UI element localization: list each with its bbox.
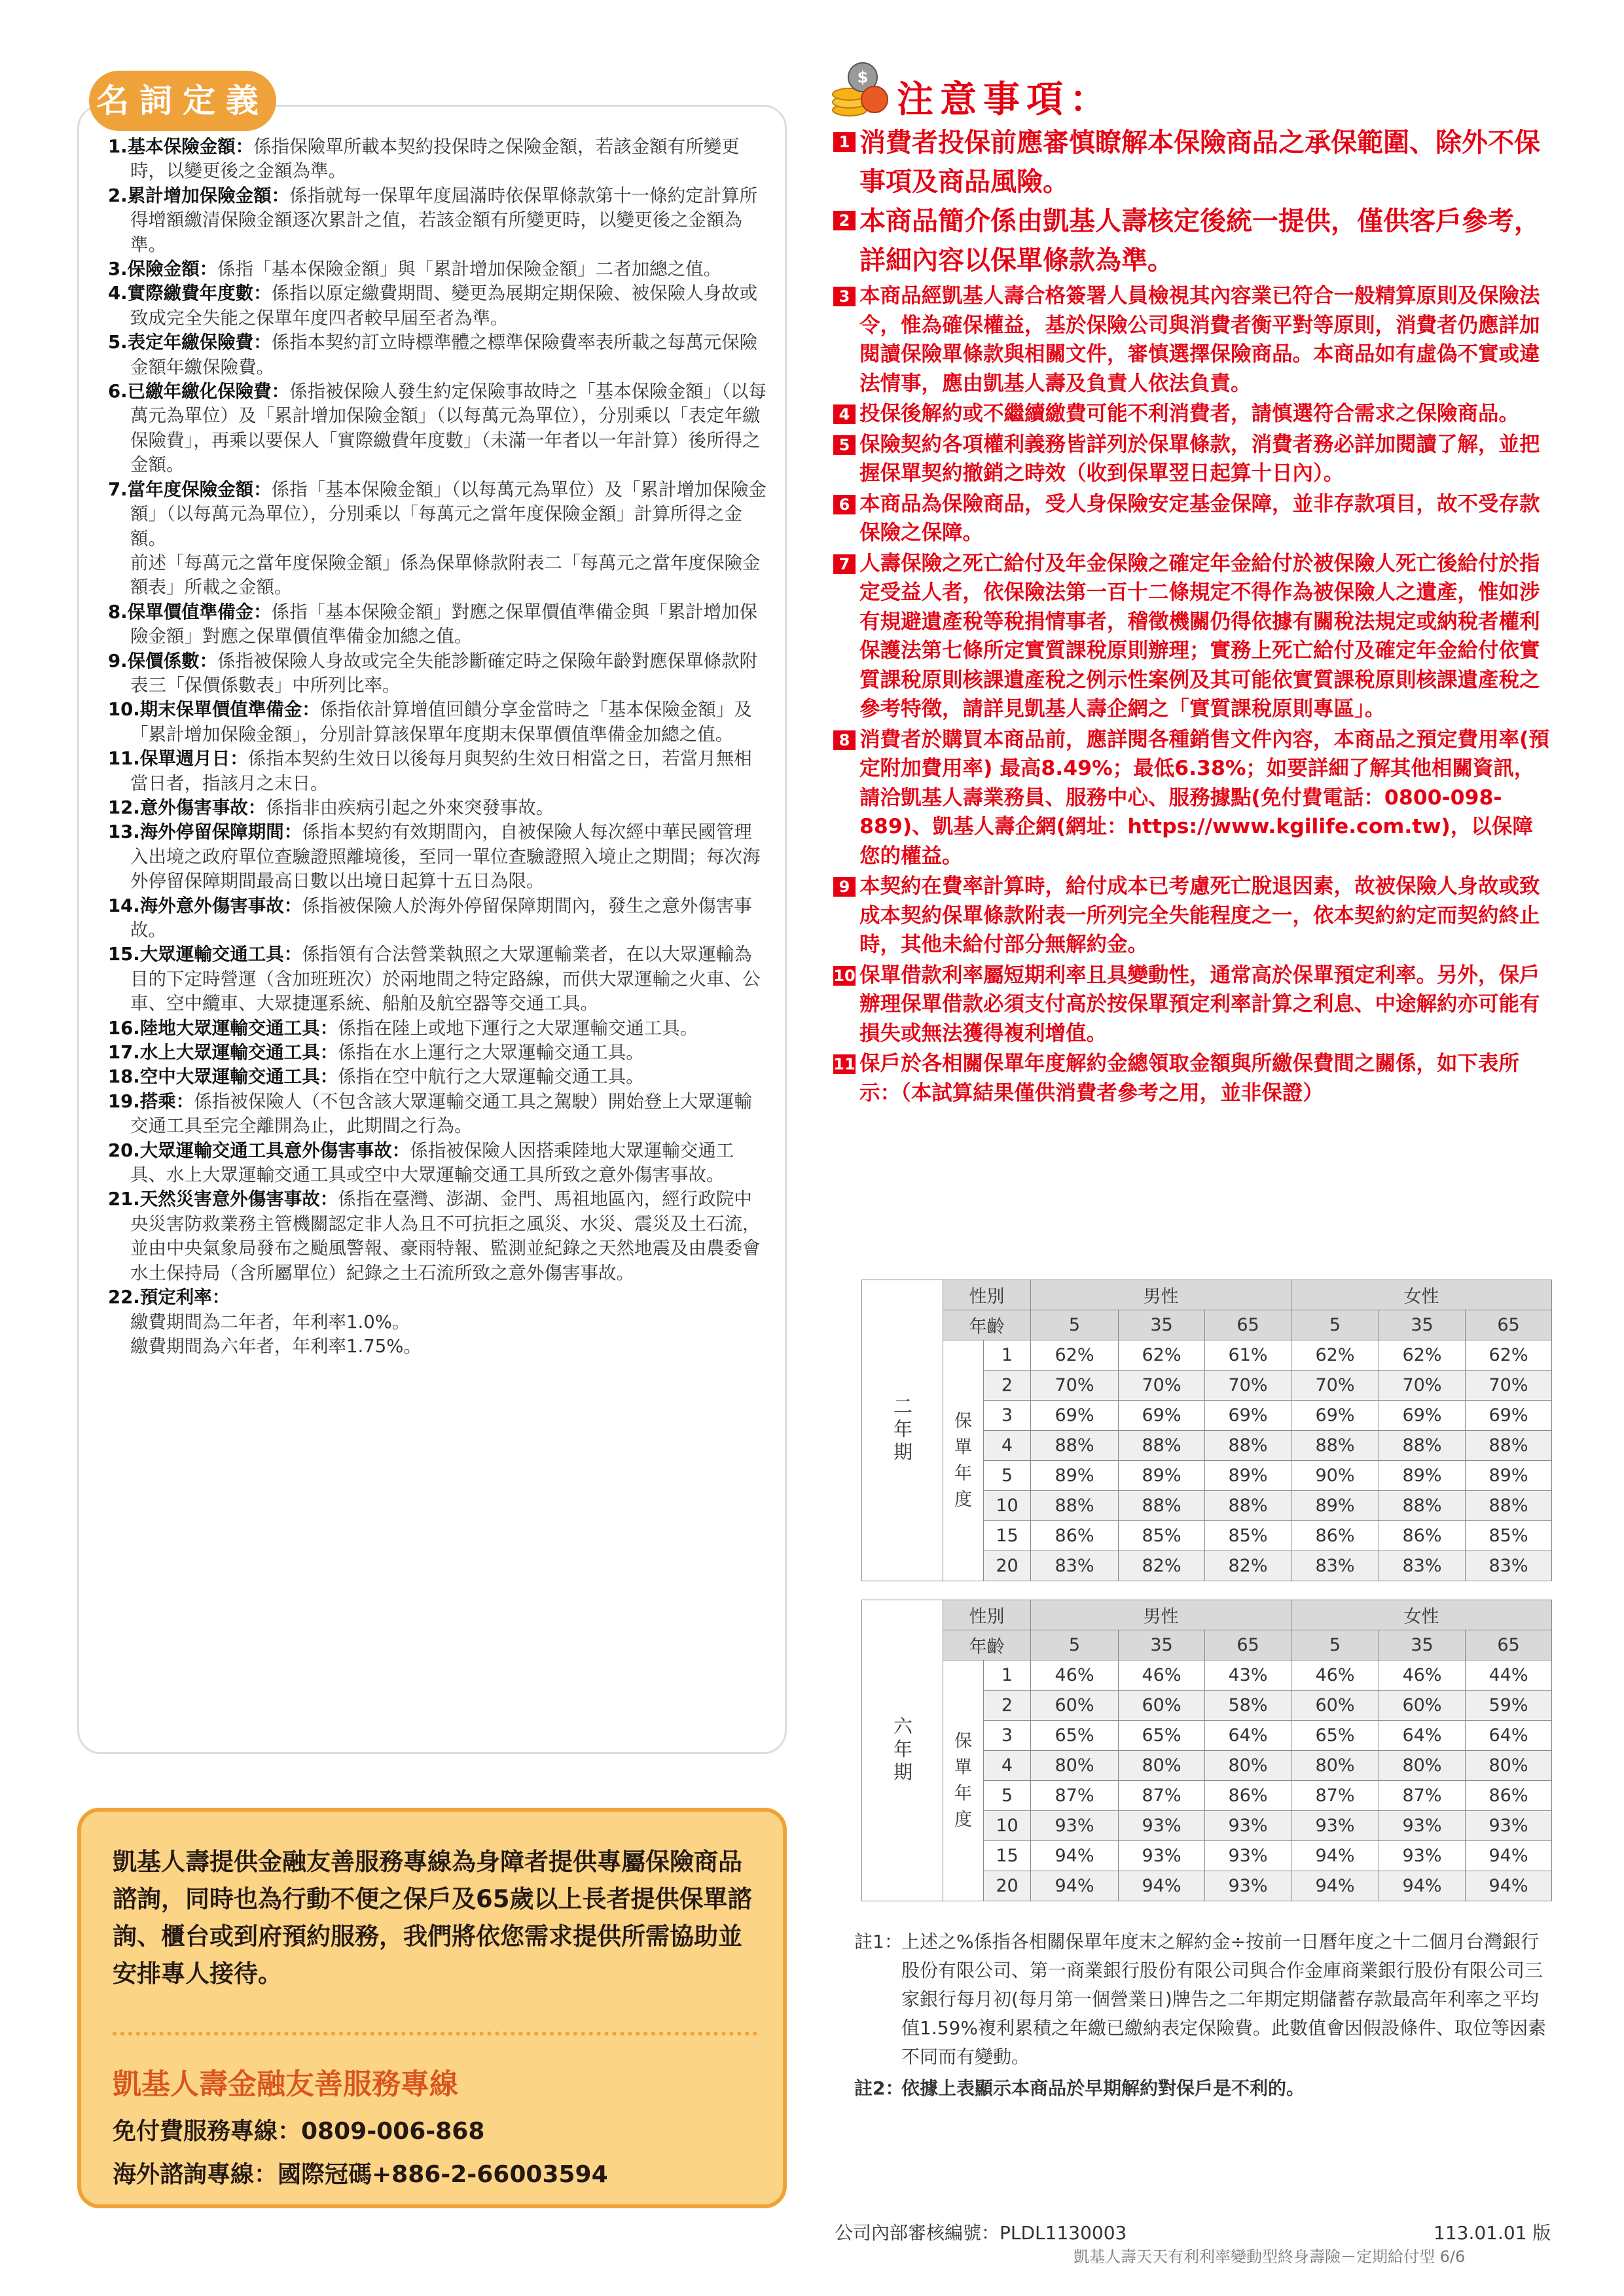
definition-term: 7.當年度保險金額： xyxy=(108,478,272,500)
definition-term: 12.意外傷害事故： xyxy=(108,797,266,818)
rate-cell: 93% xyxy=(1205,1871,1291,1901)
rate-cell: 46% xyxy=(1031,1660,1119,1691)
rate-cell: 88% xyxy=(1205,1491,1291,1521)
definition-text: 係指被保險人（不包含該大眾運輸交通工具之駕駛）開始登上大眾運輸交通工具至完全離開為止，此期間之行為。 xyxy=(130,1090,752,1137)
notice-number: 10 xyxy=(833,966,856,985)
rate-cell: 86% xyxy=(1291,1521,1379,1551)
notice-item xyxy=(833,725,1553,871)
rate-cell: 69% xyxy=(1466,1401,1552,1431)
definition-item xyxy=(108,1065,769,1089)
definition-text: 係指保險單所載本契約投保時之保險金額，若該金額有所變更時，以變更後之金額為準。 xyxy=(130,136,740,182)
rate-cell: 88% xyxy=(1466,1491,1552,1521)
version: 113.01.01 版 xyxy=(1434,2222,1551,2244)
rate-cell: 80% xyxy=(1205,1751,1291,1781)
definition-item xyxy=(108,1139,769,1188)
definition-text: 係指本契約生效日以後每月與契約生效日相當之日，若當月無相當日者，指該月之末日。 xyxy=(130,748,752,794)
year-cell: 5 xyxy=(984,1781,1031,1811)
rate-cell: 60% xyxy=(1119,1691,1205,1721)
rate-cell: 88% xyxy=(1291,1431,1379,1461)
age-cell: 65 xyxy=(1466,1310,1552,1340)
rate-cell: 93% xyxy=(1205,1811,1291,1841)
rate-cell: 83% xyxy=(1291,1551,1379,1581)
definition-item xyxy=(108,747,769,796)
rate-cell: 94% xyxy=(1466,1841,1552,1871)
rate-cell: 60% xyxy=(1379,1691,1466,1721)
definition-text: 係指領有合法營業執照之大眾運輸業者，在以大眾運輸為目的下定時營運（含加班班次）於兩地間之特定路線，而供大眾運輸之火車、公車、空中纜車、大眾捷運系統、船舶及航空器等交通工具。 xyxy=(130,944,761,1014)
rate-cell: 87% xyxy=(1291,1781,1379,1811)
year-cell: 10 xyxy=(984,1811,1031,1841)
notice-number: 7 xyxy=(833,554,856,574)
rate-cell: 93% xyxy=(1291,1811,1379,1841)
age-cell: 5 xyxy=(1291,1630,1379,1660)
definition-item xyxy=(108,331,769,380)
footnotes xyxy=(854,1928,1555,2103)
definition-term: 2.累計增加保險金額： xyxy=(108,185,290,206)
definition-text: 係指「基本保險金額」對應之保單價值準備金與「累計增加保險金額」對應之保單價值準備金加總之值。 xyxy=(130,601,758,647)
rate-cell: 85% xyxy=(1119,1521,1205,1551)
definition-term: 18.空中大眾運輸交通工具： xyxy=(108,1066,338,1088)
definition-term: 6.已繳年繳化保險費： xyxy=(108,381,290,403)
rate-cell: 69% xyxy=(1031,1401,1119,1431)
male-header: 男性 xyxy=(1031,1600,1291,1630)
notice-item xyxy=(833,490,1553,548)
notice-number: 9 xyxy=(833,877,856,897)
definition-text: 係指被保險人於海外停留保障期間內，發生之意外傷害事故。 xyxy=(130,895,752,941)
definition-item xyxy=(108,184,769,257)
notice-text: 本商品為保險商品，受人身保險安定基金保障，並非存款項目，故不受存款保險之保障。 xyxy=(859,492,1540,545)
notice-text: 本契約在費率計算時，給付成本已考慮死亡脫退因素，故被保險人身故或致成本契約保單條款附表一所列完全失能程度之一，依本契約約定而契約終止時，其他未給付部分無解約金。 xyxy=(859,874,1540,956)
definition-item xyxy=(108,894,769,943)
definition-item xyxy=(108,820,769,893)
definition-item xyxy=(108,478,769,551)
notice-item xyxy=(833,1049,1553,1107)
notice-text: 消費者投保前應審慎瞭解本保險商品之承保範圍、除外不保事項及商品風險。 xyxy=(859,128,1540,197)
definition-term: 1.基本保險金額： xyxy=(108,136,254,157)
age-cell: 5 xyxy=(1031,1310,1119,1340)
definition-text: 前述「每萬元之當年度保險金額」係為保單條款附表二「每萬元之當年度保險金額表」所載之金額。 xyxy=(130,552,761,598)
rate-cell: 89% xyxy=(1031,1461,1119,1491)
rate-cell: 43% xyxy=(1205,1660,1291,1691)
notice-number: 8 xyxy=(833,730,856,750)
rate-cell: 88% xyxy=(1119,1431,1205,1461)
rate-cell: 64% xyxy=(1205,1721,1291,1751)
rate-cell: 60% xyxy=(1291,1691,1379,1721)
definition-item xyxy=(108,698,769,747)
age-cell: 65 xyxy=(1205,1310,1291,1340)
definition-term: 20.大眾運輸交通工具意外傷害事故： xyxy=(108,1139,410,1161)
overseas-line: 海外諮詢專線：國際冠碼+886-2-66003594 xyxy=(113,2161,608,2188)
rate-cell: 65% xyxy=(1031,1721,1119,1751)
definition-text: 係指被保險人因搭乘陸地大眾運輸交通工具、水上大眾運輸交通工具或空中大眾運輸交通工具所致之意外傷害事故。 xyxy=(130,1139,734,1186)
notice-number: 5 xyxy=(833,435,856,455)
rate-cell: 70% xyxy=(1379,1371,1466,1401)
definition-item xyxy=(108,1187,769,1285)
age-cell: 65 xyxy=(1205,1630,1291,1660)
policy-year-label: 保單年度 xyxy=(943,1340,984,1581)
footnote-label: 註1： xyxy=(854,1931,903,1952)
footnote xyxy=(854,2074,1555,2103)
rate-cell: 94% xyxy=(1291,1841,1379,1871)
rate-cell: 94% xyxy=(1031,1841,1119,1871)
notice-item xyxy=(833,872,1553,960)
rate-cell: 82% xyxy=(1119,1551,1205,1581)
year-cell: 2 xyxy=(984,1691,1031,1721)
age-header: 年齡 xyxy=(943,1310,1031,1340)
notice-item xyxy=(833,399,1553,429)
rate-cell: 83% xyxy=(1031,1551,1119,1581)
definition-term: 10.期末保單價值準備金： xyxy=(108,699,320,721)
svg-text:$: $ xyxy=(857,68,869,86)
age-cell: 35 xyxy=(1379,1310,1466,1340)
definition-term: 3.保險金額： xyxy=(108,259,218,280)
rate-cell: 83% xyxy=(1379,1551,1466,1581)
rate-line: 繳費期間為二年者，年利率1.0%。 xyxy=(130,1311,410,1333)
notice-number: 1 xyxy=(833,132,856,152)
rate-cell: 80% xyxy=(1291,1751,1379,1781)
rate-cell: 85% xyxy=(1205,1521,1291,1551)
definition-text: 係指「基本保險金額」與「累計增加保險金額」二者加總之值。 xyxy=(217,259,722,280)
notice-item xyxy=(833,549,1553,724)
rate-cell: 65% xyxy=(1119,1721,1205,1751)
notice-number: 2 xyxy=(833,211,856,230)
tollfree-line: 免付費服務專線：0809-006-868 xyxy=(113,2118,485,2145)
definition-text: 係指非由疾病引起之外來突發事故。 xyxy=(266,797,554,818)
notice-text: 人壽保險之死亡給付及年金保險之確定年金給付於被保險人死亡後給付於指定受益人者，依保險法第一百十二條規定不得作為被保險人之遺產，惟如涉有規避遺產稅等稅捐情事者，稽徵機關仍得依據有關稅法規定或納稅者權利保護法第七條所定實質課稅原則辦理；實務上死亡給付及確定年金給付依實質課稅原則核課遺產稅之例示性案例及其可能依實質課稅原則核課遺產稅之參考特徵，請詳見凱基人壽企網之「實質課稅原則專區」。 xyxy=(859,551,1540,721)
rate-cell: 88% xyxy=(1379,1431,1466,1461)
definition-item xyxy=(108,1090,769,1139)
definition-term: 14.海外意外傷害事故： xyxy=(108,895,302,916)
rate-cell: 88% xyxy=(1205,1431,1291,1461)
definition-term: 17.水上大眾運輸交通工具： xyxy=(108,1042,338,1064)
rate-cell: 46% xyxy=(1379,1660,1466,1691)
age-header: 年齡 xyxy=(943,1630,1031,1660)
dotted-divider xyxy=(113,2032,757,2036)
rate-cell: 44% xyxy=(1466,1660,1552,1691)
notice-number: 6 xyxy=(833,495,856,514)
definition-item xyxy=(108,1016,769,1041)
rate-cell: 83% xyxy=(1466,1551,1552,1581)
notice-number: 3 xyxy=(833,287,856,306)
rate-cell: 88% xyxy=(1119,1491,1205,1521)
notice-item xyxy=(833,281,1553,398)
rate-cell: 93% xyxy=(1379,1841,1466,1871)
rate-cell: 64% xyxy=(1466,1721,1552,1751)
notice-item xyxy=(833,961,1553,1049)
notice-text: 保險契約各項權利義務皆詳列於保單條款，消費者務必詳加閱讀了解，並把握保單契約撤銷之時效（收到保單翌日起算十日內）。 xyxy=(859,432,1540,485)
rate-cell: 89% xyxy=(1379,1461,1466,1491)
service-paragraph: 凱基人壽提供金融友善服務專線為身障者提供專屬保險商品諮詢，同時也為行動不便之保戶及65歲以上長者提供保單諮詢、櫃台或到府預約服務，我們將依您需求提供所需協助並安排專人接待。 xyxy=(113,1848,752,1988)
year-cell: 15 xyxy=(984,1521,1031,1551)
notice-item xyxy=(833,123,1553,202)
definition-term: 22.預定利率： xyxy=(108,1287,230,1308)
definition-text: 係指依計算增值回饋分享金當時之「基本保險金額」及「累計增加保險金額」，分別計算該保單年度期末保單價值準備金加總之值。 xyxy=(130,699,752,745)
rate-cell: 86% xyxy=(1466,1781,1552,1811)
rate-cell: 87% xyxy=(1379,1781,1466,1811)
definition-item xyxy=(108,135,769,184)
age-cell: 35 xyxy=(1119,1310,1205,1340)
female-header: 女性 xyxy=(1291,1280,1552,1310)
female-header: 女性 xyxy=(1291,1600,1552,1630)
rate-cell: 70% xyxy=(1205,1371,1291,1401)
definition-text: 係指本契約訂立時標準體之標準保險費率表所載之每萬元保險金額年繳保險費。 xyxy=(130,332,758,378)
year-cell: 5 xyxy=(984,1461,1031,1491)
rate-cell: 88% xyxy=(1031,1431,1119,1461)
year-cell: 2 xyxy=(984,1371,1031,1401)
service-title: 凱基人壽金融友善服務專線 xyxy=(113,2068,458,2101)
rate-cell: 89% xyxy=(1466,1461,1552,1491)
policy-year-label: 保單年度 xyxy=(943,1660,984,1901)
definition-item xyxy=(108,1285,769,1310)
definition-text: 係指被保險人發生約定保險事故時之「基本保險金額」（以每萬元為單位）及「累計增加保險金額」（以每萬元為單位），分別乘以「表定年繳保險費」，再乘以要保人「實際繳費年度數」（未滿一年者以一年計算）後所得之金額。 xyxy=(130,381,767,476)
definitions-title: 名詞定義 xyxy=(89,71,276,131)
rate-cell: 69% xyxy=(1379,1401,1466,1431)
coins-icon xyxy=(830,60,890,120)
rate-cell: 70% xyxy=(1119,1371,1205,1401)
rate-cell: 94% xyxy=(1379,1871,1466,1901)
footnote xyxy=(854,1928,1555,2072)
footnote-text: 依據上表顯示本商品於早期解約對保戶是不利的。 xyxy=(901,2077,1305,2099)
definition-term: 4.實際繳費年度數： xyxy=(108,283,272,304)
rate-cell: 89% xyxy=(1291,1491,1379,1521)
period-label: 二年期 xyxy=(862,1280,943,1581)
footnote-label: 註2： xyxy=(854,2077,904,2099)
rate-cell: 93% xyxy=(1379,1811,1466,1841)
definition-term: 13.海外停留保障期間： xyxy=(108,821,302,843)
year-cell: 15 xyxy=(984,1841,1031,1871)
rate-cell: 70% xyxy=(1466,1371,1552,1401)
rate-cell: 89% xyxy=(1119,1461,1205,1491)
rate-cell: 88% xyxy=(1379,1491,1466,1521)
definition-item xyxy=(108,796,769,820)
male-header: 男性 xyxy=(1031,1280,1291,1310)
definition-text: 係指被保險人身故或完全失能診斷確定時之保險年齡對應保單條款附表三「保價係數表」中所列比率。 xyxy=(130,650,758,696)
age-cell: 65 xyxy=(1466,1630,1552,1660)
year-cell: 20 xyxy=(984,1871,1031,1901)
rate-cell: 93% xyxy=(1119,1811,1205,1841)
rate-cell: 70% xyxy=(1031,1371,1119,1401)
gender-header: 性別 xyxy=(943,1280,1031,1310)
year-cell: 1 xyxy=(984,1340,1031,1371)
rate-cell: 89% xyxy=(1205,1461,1291,1491)
definition-text: 係指在臺灣、澎湖、金門、馬祖地區內，經行政院中央災害防救業務主管機關認定非人為且不可抗拒之風災、水災、震災及土石流，並由中央氣象局發布之颱風警報、豪雨特報、監測並紀錄之天然地震及由農委會水土保持局（含所屬單位）紀錄之土石流所致之意外傷害事故。 xyxy=(130,1189,761,1283)
rate-cell: 62% xyxy=(1119,1340,1205,1371)
rate-cell: 80% xyxy=(1466,1751,1552,1781)
notice-number: 4 xyxy=(833,404,856,424)
rate-cell: 86% xyxy=(1205,1781,1291,1811)
rate-cell: 94% xyxy=(1291,1871,1379,1901)
rate-cell: 90% xyxy=(1291,1461,1379,1491)
age-cell: 35 xyxy=(1379,1630,1466,1660)
rate-cell: 88% xyxy=(1466,1431,1552,1461)
footnote-text: 上述之%係指各相關保單年度末之解約金÷按前一日曆年度之十二個月台灣銀行股份有限公司、第一商業銀行股份有限公司與合作金庫商業銀行股份有限公司三家銀行每月初(每月第一個營業日)牌告之二年期定期儲蓄存款最高年利率之平均值1.59%複利累積之年繳已繳納表定保險費。此數值會因假設條件、取位等因素不同而有變動。 xyxy=(901,1931,1546,2068)
rate-cell: 62% xyxy=(1466,1340,1552,1371)
rate-cell: 93% xyxy=(1031,1811,1119,1841)
rate-cell: 60% xyxy=(1031,1691,1119,1721)
rate-cell: 94% xyxy=(1119,1871,1205,1901)
rate-cell: 85% xyxy=(1466,1521,1552,1551)
rate-cell: 62% xyxy=(1379,1340,1466,1371)
rate-cell: 87% xyxy=(1031,1781,1119,1811)
definition-term: 15.大眾運輸交通工具： xyxy=(108,944,302,965)
rate-cell: 82% xyxy=(1205,1551,1291,1581)
year-cell: 10 xyxy=(984,1491,1031,1521)
definition-term: 8.保單價值準備金： xyxy=(108,601,272,622)
rate-cell: 61% xyxy=(1205,1340,1291,1371)
review-code: 公司內部審核編號：PLDL1130003 xyxy=(835,2222,1127,2244)
rate-cell: 62% xyxy=(1031,1340,1119,1371)
rate-cell: 94% xyxy=(1466,1871,1552,1901)
notices-list xyxy=(833,123,1553,1107)
year-cell: 1 xyxy=(984,1660,1031,1691)
rate-cell: 93% xyxy=(1205,1841,1291,1871)
definition-term: 21.天然災害意外傷害事故： xyxy=(108,1189,338,1210)
rate-cell: 87% xyxy=(1119,1781,1205,1811)
rate-cell: 93% xyxy=(1119,1841,1205,1871)
notice-text: 消費者於購買本商品前，應詳閱各種銷售文件內容，本商品之預定費用率(預定附加費用率) 最高8.49%；最低6.38%；如要詳細了解其他相關資訊，請洽凱基人壽業務員、服務中心、服務據點(免付費電話：0800-098-889)、凱基人壽企網(網址：https://www.kgilife.com.tw)，以保障您的權益。 xyxy=(859,727,1549,868)
rate-table-6yr xyxy=(861,1600,1552,1901)
rate-cell: 88% xyxy=(1031,1491,1119,1521)
rate-cell: 64% xyxy=(1379,1721,1466,1751)
definition-item xyxy=(108,1041,769,1065)
rate-cell: 86% xyxy=(1031,1521,1119,1551)
notice-item xyxy=(833,202,1553,280)
rate-cell: 69% xyxy=(1205,1401,1291,1431)
rate-cell: 65% xyxy=(1291,1721,1379,1751)
rate-cell: 58% xyxy=(1205,1691,1291,1721)
rate-cell: 80% xyxy=(1379,1751,1466,1781)
rate-cell: 46% xyxy=(1291,1660,1379,1691)
notice-text: 保單借款利率屬短期利率且具變動性，通常高於保單預定利率。另外，保戶辦理保單借款必須支付高於按保單預定利率計算之利息、中途解約亦可能有損失或無法獲得複利增值。 xyxy=(859,963,1540,1045)
definition-text: 係指「基本保險金額」（以每萬元為單位）及「累計增加保險金額」（以每萬元為單位），分別乘以「每萬元之當年度保險金額」計算所得之金額。 xyxy=(130,478,767,549)
age-cell: 5 xyxy=(1031,1630,1119,1660)
notice-number: 11 xyxy=(833,1055,856,1073)
definition-term: 5.表定年繳保險費： xyxy=(108,332,272,353)
notice-text: 本商品經凱基人壽合格簽署人員檢視其內容業已符合一般精算原則及保險法令，惟為確保權益，基於保險公司與消費者衡平對等原則，消費者仍應詳加閱讀保險單條款與相關文件，審慎選擇保險商品。本商品如有虛偽不實或違法情事，應由凱基人壽及負責人依法負責。 xyxy=(859,284,1540,395)
gender-header: 性別 xyxy=(943,1600,1031,1630)
year-cell: 20 xyxy=(984,1551,1031,1581)
rate-cell: 62% xyxy=(1291,1340,1379,1371)
rate-cell: 80% xyxy=(1119,1751,1205,1781)
rate-cell: 86% xyxy=(1379,1521,1466,1551)
year-cell: 3 xyxy=(984,1401,1031,1431)
definition-text: 係指就每一保單年度屆滿時依保單條款第十一條約定計算所得增額繳清保險金額逐次累計之值，若該金額有所變更時，以變更後之金額為準。 xyxy=(130,185,758,255)
notice-text: 本商品簡介係由凱基人壽核定後統一提供，僅供客戶參考，詳細內容以保單條款為準。 xyxy=(859,206,1540,276)
product-name: 凱基人壽天天有利利率變動型終身壽險－定期給付型 6/6 xyxy=(1074,2248,1466,2266)
rate-cell: 94% xyxy=(1031,1871,1119,1901)
definition-item xyxy=(108,649,769,698)
definition-term: 16.陸地大眾運輸交通工具： xyxy=(108,1017,338,1039)
definition-text: 係指在陸上或地下運行之大眾運輸交通工具。 xyxy=(338,1017,698,1039)
rate-cell: 69% xyxy=(1119,1401,1205,1431)
rate-table-2yr xyxy=(861,1280,1552,1581)
rate-cell: 70% xyxy=(1291,1371,1379,1401)
definition-term: 11.保單週月日： xyxy=(108,748,248,770)
definition-term: 9.保價係數： xyxy=(108,650,218,672)
financial-service-box xyxy=(77,1808,787,2208)
year-cell: 3 xyxy=(984,1721,1031,1751)
definition-text: 係指本契約有效期間內，自被保險人每次經中華民國管理入出境之政府單位查驗證照離境後，至同一單位查驗證照入境止之期間；每次海外停留保障期間最高日數以出境日起算十五日為限。 xyxy=(130,821,761,892)
age-cell: 5 xyxy=(1291,1310,1379,1340)
rate-line: 繳費期間為六年者，年利率1.75%。 xyxy=(130,1335,422,1357)
rate-cell: 46% xyxy=(1119,1660,1205,1691)
definition-text: 係指在空中航行之大眾運輸交通工具。 xyxy=(338,1066,644,1088)
definition-item xyxy=(108,380,769,478)
definition-item xyxy=(108,942,769,1016)
definition-item xyxy=(108,600,769,649)
definition-text: 係指在水上運行之大眾運輸交通工具。 xyxy=(338,1042,644,1064)
definition-item xyxy=(108,257,769,281)
definitions-list xyxy=(108,135,769,1359)
definition-term: 19.搭乘： xyxy=(108,1090,194,1112)
notices-title: 注意事項： xyxy=(897,79,1113,121)
definition-item xyxy=(108,551,769,600)
definition-item xyxy=(108,281,769,331)
notice-text: 保戶於各相關保單年度解約金總領取金額與所繳保費間之關係，如下表所示：（本試算結果僅供消費者參考之用，並非保證） xyxy=(859,1052,1520,1105)
rate-cell: 69% xyxy=(1291,1401,1379,1431)
rate-cell: 59% xyxy=(1466,1691,1552,1721)
notice-item xyxy=(833,430,1553,488)
year-cell: 4 xyxy=(984,1431,1031,1461)
definition-text: 係指以原定繳費期間、變更為展期定期保險、被保險人身故或致成完全失能之保單年度四者較早屆至者為準。 xyxy=(130,283,758,329)
age-cell: 35 xyxy=(1119,1630,1205,1660)
period-label: 六年期 xyxy=(862,1600,943,1901)
rate-cell: 93% xyxy=(1466,1811,1552,1841)
notice-text: 投保後解約或不繼續繳費可能不利消費者，請慎選符合需求之保險商品。 xyxy=(859,402,1520,425)
rate-cell: 80% xyxy=(1031,1751,1119,1781)
year-cell: 4 xyxy=(984,1751,1031,1781)
